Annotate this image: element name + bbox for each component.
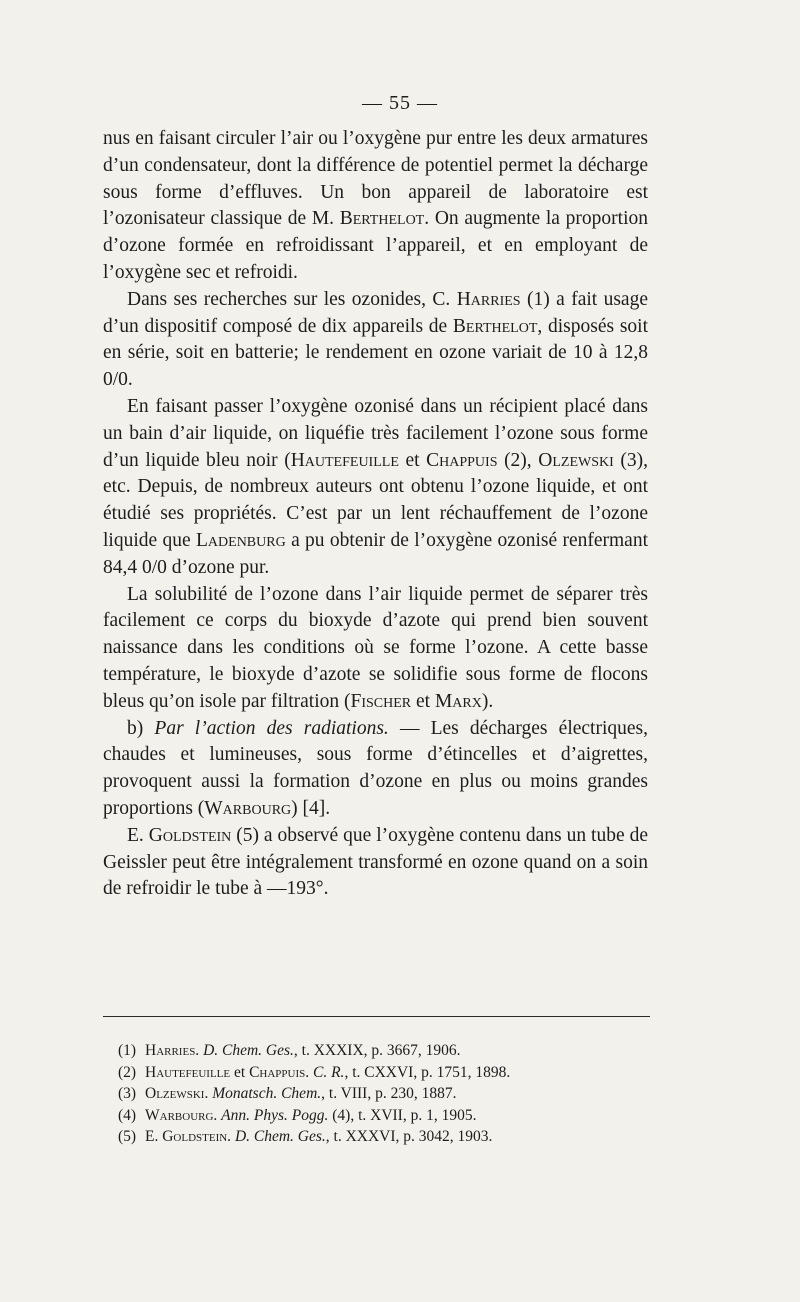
footnotes: [118, 1040, 648, 1148]
footnote-divider: [103, 1016, 650, 1017]
text-run: La solubilité de l’ozone dans l’air liquide permet de séparer très facilement ce corps du bioxyde d’azote qui prend bien souvent naissance dans les conditions où se forme l’ozone. A cette basse température, le bioxyde d’azote se solidifie sous forme de flocons bleus qu’on isole par filtration (: [103, 583, 648, 712]
text-run: ).: [481, 690, 494, 712]
footnote-number: (2): [118, 1063, 137, 1081]
main-text: [103, 126, 648, 903]
footnote-2: [118, 1062, 648, 1084]
footnote-author: Olzewski.: [145, 1085, 209, 1103]
paragraph-3: [103, 394, 648, 582]
text-run: a pu obtenir de l’oxygène ozonisé renfermant 84,4 0/0 d’ozone pur.: [103, 529, 648, 578]
footnote-author: Hautefeuille: [145, 1063, 231, 1081]
text-run: b): [127, 717, 155, 739]
text-run: ) [4].: [291, 797, 331, 819]
text-run: et: [398, 449, 427, 471]
footnote-1: [118, 1040, 648, 1062]
footnote-number: (4): [118, 1106, 137, 1124]
text-run: et: [411, 690, 435, 712]
footnote-3: [118, 1083, 648, 1105]
footnote-number: (1): [118, 1042, 137, 1059]
footnote-ref: , t. VIII, p. 230, 1887.: [321, 1085, 457, 1103]
footnote-4: [118, 1105, 648, 1127]
text-run: (3), etc. Depuis, de nombreux auteurs ont obtenu l’ozone liquide, et ont étudié ses propriétés. C’est par un lent réchauffement de l’ozone liquide que: [103, 449, 648, 551]
paragraph-5: [103, 716, 648, 823]
author-name: Berthelot: [339, 208, 425, 230]
author-name: Chappuis: [426, 449, 498, 471]
author-name: Hautefeuille: [290, 449, 399, 471]
text-run: (1) a fait usage d’un dispositif composé de dix appareils de: [103, 288, 648, 337]
footnote-ref: , t. XXXVI, p. 3042, 1903.: [325, 1128, 493, 1146]
text-run: En faisant passer l’oxygène ozonisé dans un récipient placé dans un bain d’air liquide, on liquéfie très facilement l’ozone sous forme d’un liquide bleu noir (: [103, 395, 648, 471]
footnote-5: [118, 1126, 648, 1148]
author-name: Ladenburg: [196, 529, 286, 551]
footnote-journal: C. R.: [313, 1063, 345, 1081]
text-run: nus en faisant circuler l’air ou l’oxygène pur entre les deux armatures d’un condensateur, dont la différence de potentiel permet la décharge sous forme d’effluves. Un bon appareil de laboratoire est l’ozonisateur classique de M.: [103, 128, 648, 230]
footnote-author: Chappuis.: [249, 1063, 310, 1081]
footnote-initial: E.: [145, 1128, 163, 1146]
footnote-ref: , t. XXXIX, p. 3667, 1906.: [293, 1042, 461, 1059]
author-name: Warbourg: [204, 797, 292, 819]
footnote-journal: D. Chem. Ges.: [203, 1042, 294, 1059]
text-run: , disposés soit en série, soit en batterie; le rendement en ozone variait de 10 à 12,8 0/0.: [103, 315, 648, 391]
author-name: Fischer: [350, 690, 412, 712]
section-heading: Par l’action des radiations.: [154, 717, 389, 739]
footnote-number: (3): [118, 1085, 137, 1103]
page-number: — 55 —: [362, 92, 438, 114]
footnote-number: (5): [118, 1128, 137, 1146]
footnote-author: Goldstein.: [162, 1128, 232, 1146]
text-run: — Les décharges électriques, chaudes et lumineuses, sous forme d’étincelles et d’aigrettes, provoquent aussi la formation d’ozone en plus ou moins grandes proportions (: [103, 717, 648, 819]
text-run: (2),: [497, 449, 539, 471]
footnote-journal: D. Chem. Ges.: [234, 1128, 326, 1146]
paragraph-4: [103, 582, 648, 716]
paragraph-1: [103, 126, 648, 287]
author-name: Berthelot: [452, 315, 538, 337]
author-name: Olzewski: [538, 449, 614, 471]
footnote-journal: Ann. Phys. Pogg.: [221, 1106, 329, 1124]
footnote-author: Warbourg.: [145, 1106, 218, 1124]
text-run: E.: [127, 824, 149, 846]
footnote-ref: (4), t. XVII, p. 1, 1905.: [328, 1106, 477, 1124]
footnote-ref: , t. CXXVI, p. 1751, 1898.: [344, 1063, 511, 1081]
footnote-author: Harries.: [145, 1042, 200, 1059]
text-run: Dans ses recherches sur les ozonides, C.: [127, 288, 457, 310]
text-run: (5) a observé que l’oxygène contenu dans un tube de Geissler peut être intégralement transformé en ozone quand on a soin de refroidir le tube à —193°.: [103, 824, 648, 900]
paragraph-6: [103, 823, 648, 903]
paragraph-2: [103, 287, 648, 394]
text-run: . On augmente la proportion d’ozone formée en refroidissant l’appareil, et en employant de l’oxygène sec et refroidi.: [103, 208, 648, 283]
author-name: Marx: [434, 690, 482, 712]
footnote-conjunction: et: [230, 1063, 250, 1081]
footnote-journal: Monatsch. Chem.: [212, 1085, 322, 1103]
author-name: Goldstein: [148, 824, 232, 846]
author-name: Harries: [456, 288, 521, 310]
